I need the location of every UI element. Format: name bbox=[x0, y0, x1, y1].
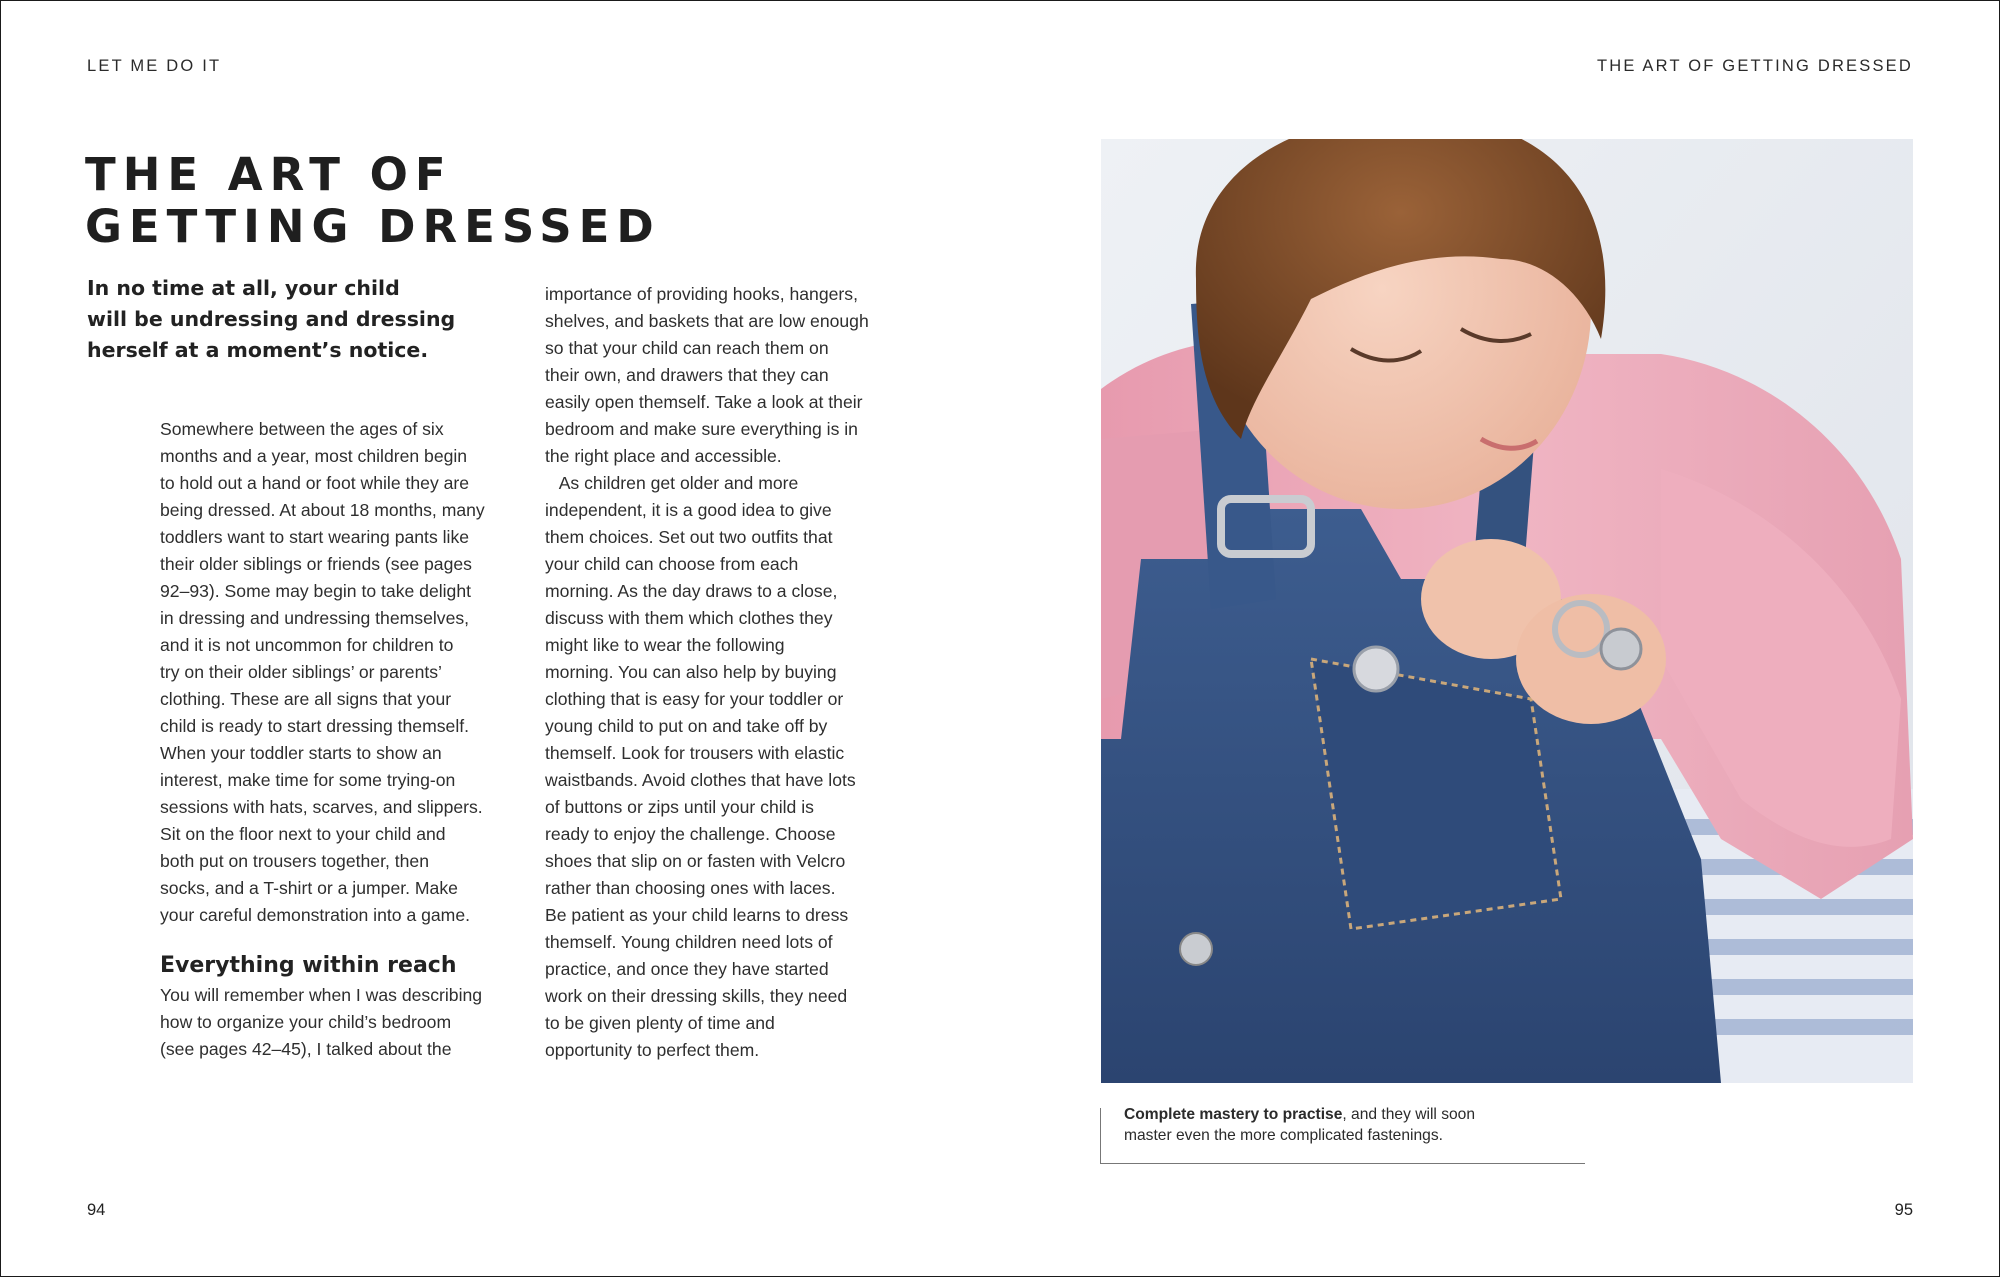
body-line: waistbands. Avoid clothes that have lots bbox=[545, 770, 856, 790]
body-column-1-continued bbox=[160, 982, 525, 1063]
section-subhead: Everything within reach bbox=[160, 953, 457, 978]
body-line: morning. As the day draws to a close, bbox=[545, 581, 838, 601]
caption-rest: , and they will soon bbox=[1342, 1106, 1476, 1123]
body-line: (see pages 42–45), I talked about the bbox=[160, 1039, 452, 1059]
child-dressing-photo bbox=[1101, 139, 1913, 1083]
body-line: their own, and drawers that they can bbox=[545, 365, 829, 385]
running-head-right: THE ART OF GETTING DRESSED bbox=[1596, 57, 1913, 75]
intro-line: In no time at all, your child bbox=[87, 276, 400, 300]
body-line: how to organize your child’s bedroom bbox=[160, 1012, 452, 1032]
body-line: independent, it is a good idea to give bbox=[545, 500, 832, 520]
body-line: 92–93). Some may begin to take delight bbox=[160, 581, 472, 601]
body-line: interest, make time for some trying-on bbox=[160, 770, 456, 790]
body-line: the right place and accessible. bbox=[545, 446, 782, 466]
body-line: morning. You can also help by buying bbox=[545, 662, 837, 682]
page-title bbox=[85, 149, 661, 253]
body-line: ready to enjoy the challenge. Choose bbox=[545, 824, 836, 844]
body-line: clothing that is easy for your toddler or bbox=[545, 689, 844, 709]
body-line: practice, and once they have started bbox=[545, 959, 829, 979]
body-line: young child to put on and take off by bbox=[545, 716, 828, 736]
body-line: When your toddler starts to show an bbox=[160, 743, 442, 763]
body-line: clothing. These are all signs that your bbox=[160, 689, 452, 709]
body-line: You will remember when I was describing bbox=[160, 985, 483, 1005]
body-line: themself. Look for trousers with elastic bbox=[545, 743, 845, 763]
intro-line: will be undressing and dressing bbox=[87, 307, 456, 331]
caption-line-2: master even the more complicated fastenings. bbox=[1124, 1127, 1443, 1144]
body-line: months and a year, most children begin bbox=[160, 446, 468, 466]
body-line: child is ready to start dressing themself. bbox=[160, 716, 469, 736]
body-line: and it is not uncommon for children to bbox=[160, 635, 454, 655]
title-line-1: THE ART OF bbox=[85, 148, 453, 201]
body-line: discuss with them which clothes they bbox=[545, 608, 833, 628]
body-line: sessions with hats, scarves, and slippers. bbox=[160, 797, 483, 817]
body-line: Sit on the floor next to your child and bbox=[160, 824, 446, 844]
body-column-1 bbox=[160, 416, 525, 929]
body-line: rather than choosing ones with laces. bbox=[545, 878, 836, 898]
body-column-2 bbox=[545, 281, 910, 1064]
caption-line-1 bbox=[1124, 1104, 1475, 1125]
body-line: shelves, and baskets that are low enough bbox=[545, 311, 869, 331]
body-line: easily open themself. Take a look at their bbox=[545, 392, 863, 412]
body-line: toddlers want to start wearing pants like bbox=[160, 527, 470, 547]
body-line: Somewhere between the ages of six bbox=[160, 419, 444, 439]
body-line: of buttons or zips until your child is bbox=[545, 797, 814, 817]
body-line: your careful demonstration into a game. bbox=[160, 905, 471, 925]
body-line: in dressing and undressing themselves, bbox=[160, 608, 470, 628]
body-line: your child can choose from each bbox=[545, 554, 799, 574]
body-line: importance of providing hooks, hangers, bbox=[545, 284, 858, 304]
body-line: their older siblings or friends (see pages bbox=[160, 554, 472, 574]
body-line: bedroom and make sure everything is in bbox=[545, 419, 858, 439]
body-line: so that your child can reach them on bbox=[545, 338, 829, 358]
body-line: them choices. Set out two outfits that bbox=[545, 527, 833, 547]
body-line: work on their dressing skills, they need bbox=[545, 986, 848, 1006]
body-line: might like to wear the following bbox=[545, 635, 785, 655]
body-line: shoes that slip on or fasten with Velcro bbox=[545, 851, 846, 871]
body-line: socks, and a T-shirt or a jumper. Make bbox=[160, 878, 458, 898]
intro-paragraph bbox=[87, 273, 507, 366]
page-number-right: 95 bbox=[1894, 1201, 1913, 1219]
body-line: themself. Young children need lots of bbox=[545, 932, 833, 952]
running-head-left: LET ME DO IT bbox=[87, 57, 222, 75]
body-line: to hold out a hand or foot while they are bbox=[160, 473, 470, 493]
title-line-2: GETTING DRESSED bbox=[85, 200, 661, 253]
intro-line: herself at a moment’s notice. bbox=[87, 338, 429, 362]
body-line: opportunity to perfect them. bbox=[545, 1040, 760, 1060]
body-line: being dressed. At about 18 months, many bbox=[160, 500, 485, 520]
caption-bold: Complete mastery to practise bbox=[1124, 1106, 1343, 1123]
body-line: to be given plenty of time and bbox=[545, 1013, 775, 1033]
body-line: As children get older and more bbox=[545, 473, 799, 493]
body-line: both put on trousers together, then bbox=[160, 851, 429, 871]
body-line: Be patient as your child learns to dress bbox=[545, 905, 849, 925]
body-line: try on their older siblings’ or parents’ bbox=[160, 662, 442, 682]
page-number-left: 94 bbox=[87, 1201, 106, 1219]
photo-caption bbox=[1124, 1104, 1475, 1146]
